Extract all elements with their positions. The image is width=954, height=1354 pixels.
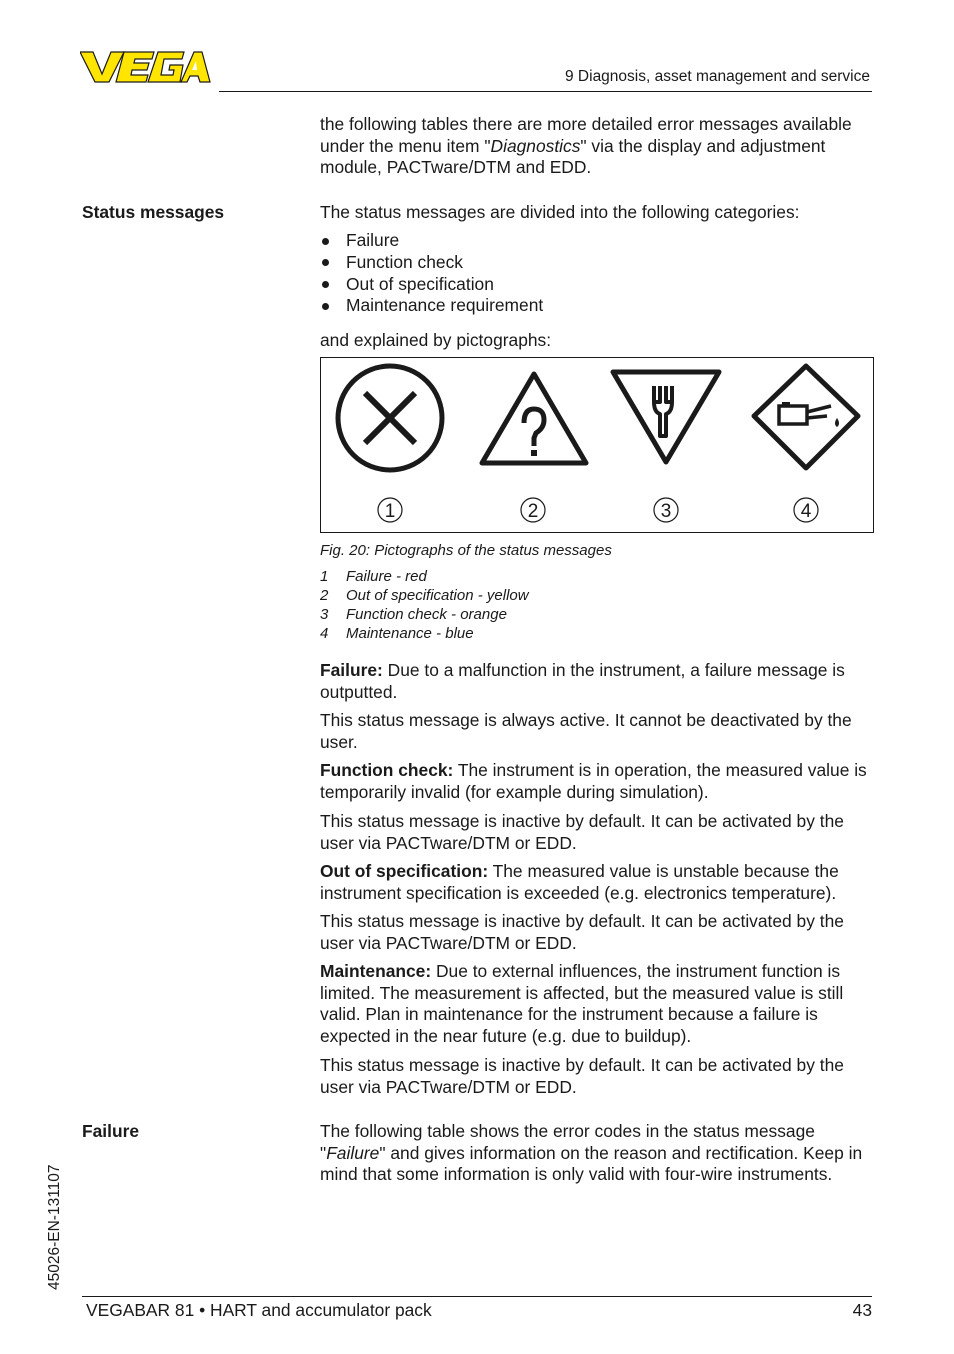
wrench-triangle-icon <box>613 372 719 462</box>
function-check-note: This status message is inactive by default. It can be activated by the user via PACTware/DTM or EDD. <box>320 811 844 853</box>
maintenance-note: This status message is inactive by default. It can be activated by the user via PACTware/DTM or EDD. <box>320 1055 844 1097</box>
failure-label: Failure <box>82 1121 140 1141</box>
svg-text:3: 3 <box>660 501 672 522</box>
category-list <box>320 230 876 317</box>
header-divider <box>219 91 872 92</box>
list-item: Failure <box>320 230 876 252</box>
figure-marker-1 <box>378 498 402 522</box>
legend-item: 3 Function check - orange <box>320 606 507 623</box>
vega-logo <box>80 48 212 86</box>
figure-marker-2 <box>521 498 545 522</box>
figure-legend <box>320 567 529 643</box>
legend-item: 1 Failure - red <box>320 568 427 585</box>
section-title: 9 Diagnosis, asset management and service <box>565 68 870 85</box>
svg-text:4: 4 <box>800 501 812 522</box>
failure-x-circle-icon <box>338 366 442 470</box>
oilcan-diamond-icon <box>754 366 858 468</box>
footer-product: VEGABAR 81 • HART and accumulator pack <box>86 1300 432 1320</box>
failure-note: This status message is always active. It cannot be deactivated by the user. <box>320 710 852 752</box>
status-lead: The status messages are divided into the following categories: <box>320 202 800 222</box>
figure-caption: Fig. 20: Pictographs of the status messages <box>320 542 612 559</box>
svg-text:1: 1 <box>384 501 396 522</box>
list-item: Out of specification <box>320 274 876 296</box>
list-item: Maintenance requirement <box>320 295 876 317</box>
footer-divider <box>82 1296 872 1297</box>
figure-marker-4 <box>794 498 818 522</box>
legend-item: 2 Out of specification - yellow <box>320 587 529 604</box>
list-item: Function check <box>320 252 876 274</box>
figure-marker-3 <box>654 498 678 522</box>
out-of-spec-note: This status message is inactive by default. It can be activated by the user via PACTware/DTM or EDD. <box>320 911 844 953</box>
pictograph-intro: and explained by pictographs: <box>320 330 552 350</box>
maintenance-description: Maintenance: Due to external influences, the instrument function is limited. The measurement is affected, but the measured value is still valid. Plan in maintenance for the instrument because a failure is expected in the near future (e.g. due to buildup). <box>320 961 844 1046</box>
function-check-description: Function check: The instrument is in operation, the measured value is temporarily invalid (for example during simulation). <box>320 760 867 802</box>
status-messages-label: Status messages <box>82 202 225 222</box>
failure-description: Failure: Due to a malfunction in the instrument, a failure message is outputted. <box>320 660 845 702</box>
svg-text:2: 2 <box>527 501 539 522</box>
pictograph-figure <box>320 357 874 533</box>
document-code: 45026-EN-131107 <box>46 1164 63 1290</box>
question-triangle-icon <box>482 374 586 463</box>
intro-paragraph: the following tables there are more detailed error messages available under the menu item "Diagnostics" via the display and adjustment module, PACTware/DTM and EDD. <box>320 114 852 178</box>
legend-item: 4 Maintenance - blue <box>320 625 474 642</box>
out-of-spec-description: Out of specification: The measured value is unstable because the instrument specification is exceeded (e.g. electronics temperature). <box>320 861 839 903</box>
failure-intro: The following table shows the error codes in the status message "Failure" and gives information on the reason and rectification. Keep in mind that some information is only valid with four-wire instruments. <box>320 1121 863 1185</box>
page-number: 43 <box>852 1300 872 1320</box>
